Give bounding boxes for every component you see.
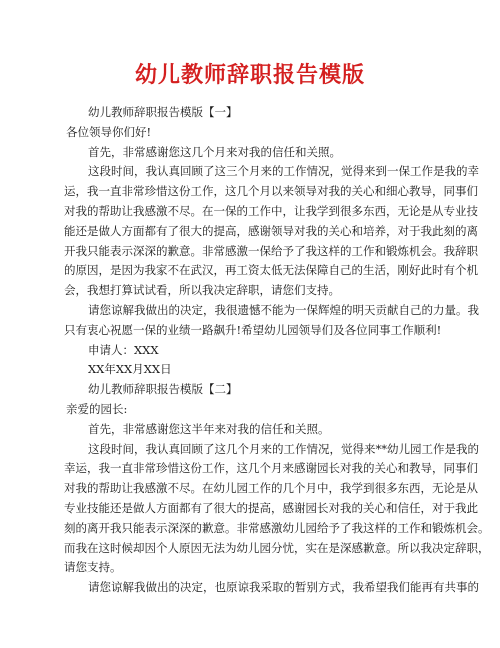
letter1-applicant: 申请人：XXX: [88, 342, 159, 357]
letter2-line: 这段时间，我认真回顾了这几个月来的工作情况，觉得来**幼儿园工作是我的: [88, 441, 479, 456]
letter2-line: 对我的帮助让我感激不尽。在幼儿园工作的几个月中，我学到很多东西，无论是从: [64, 481, 478, 496]
letter1-date: XX年XX月XX日: [88, 362, 172, 377]
letter1-line: 只有衷心祝愿一保的业绩一路飙升!希望幼儿园领导们及各位同事工作顺利!: [64, 322, 442, 337]
document-body: [64, 103, 490, 598]
letter2-line: 专业技能还是做人方面都有了很大的提高，感谢园长对我的关心和信任，对于我此: [64, 500, 478, 515]
letter1-line: 运，我一直非常珍惜这份工作，这几个月以来领导对我的关心和细心教导，同事们: [64, 184, 478, 199]
letter1-line: 请您谅解我做出的决定，我很遗憾不能为一保辉煌的明天贡献自己的力量。我: [88, 302, 479, 317]
letter1-greeting: 各位领导你们好!: [66, 124, 152, 139]
letter1-line: 首先，非常感谢您这几个月来对我的信任和关照。: [88, 144, 341, 159]
letter2-line: 首先，非常感谢您这半年来对我的信任和关照。: [88, 421, 330, 436]
letter1-line: 会，我想打算试试看，所以我决定辞职，请您们支持。: [64, 283, 340, 298]
letter1-line: 的原因，是因为我家不在武汉，再工资太低无法保障自己的生活，刚好此时有个机: [64, 263, 478, 278]
letter1-line: 对我的帮助让我感激不尽。在一保的工作中，让我学到很多东西，无论是从专业技: [64, 203, 478, 218]
document-title: 幼儿教师辞职报告模版: [134, 62, 365, 88]
letter2-greeting: 亲爱的园长:: [66, 401, 128, 416]
letter1-line: 这段时间，我认真回顾了这三个月来的工作情况，觉得来到一保工作是我的幸: [88, 164, 479, 179]
letter2-line: 请您支持。: [64, 560, 122, 575]
letter2-heading: 幼儿教师辞职报告模版【二】: [88, 382, 238, 397]
letter2-line: 幸运，我一直非常珍惜这份工作，这几个月来感谢园长对我的关心和教导，同事们: [64, 461, 478, 476]
letter1-line: 能还是做人方面都有了很大的提高，感谢领导对我的关心和培养，对于我此刻的离: [64, 223, 478, 238]
letter2-line: 请您谅解我做出的决定，也原谅我采取的暂别方式，我希望我们能再有共事的: [88, 580, 479, 595]
letter2-line: 而我在这时候却因个人原因无法为幼儿园分忧，实在是深感歉意。所以我决定辞职，: [64, 540, 490, 555]
letter1-line: 开我只能表示深深的歉意。非常感激一保给予了我这样的工作和锻炼机会。我辞职: [64, 243, 478, 258]
letter1-heading: 幼儿教师辞职报告模版【一】: [88, 105, 238, 119]
letter2-line: 刻的离开我只能表示深深的歉意。非常感激幼儿园给予了我这样的工作和锻炼机会。: [64, 520, 490, 535]
